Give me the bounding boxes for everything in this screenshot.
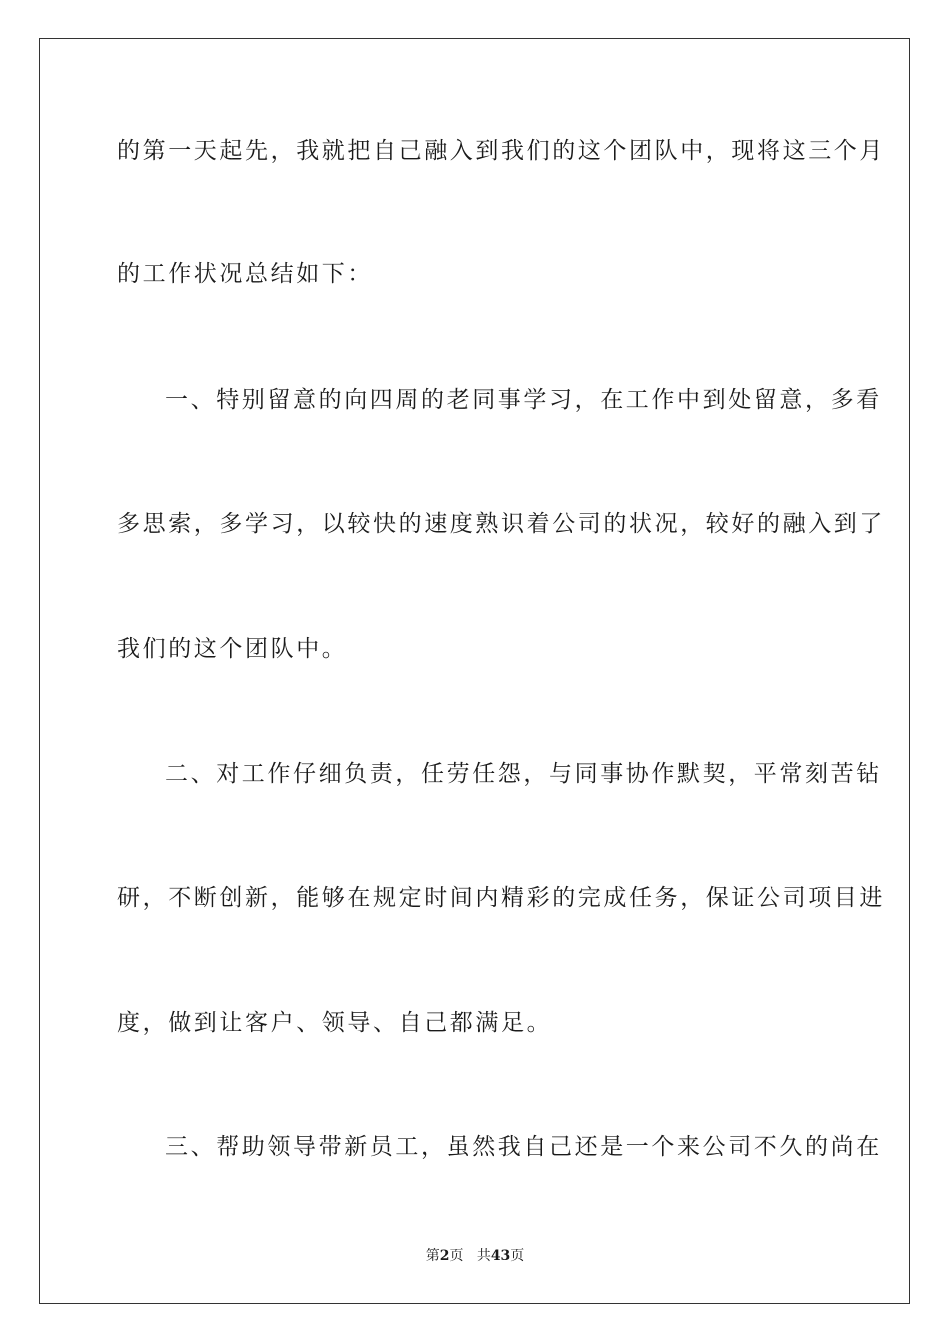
body-line-2: 的工作状况总结如下： (117, 261, 373, 287)
page-number: 2 (439, 1248, 450, 1264)
paragraph-2-line-1: 二、对工作仔细负责，任劳任怨，与同事协作默契，平常刻苦钻 (165, 761, 882, 787)
page-border (39, 38, 910, 1304)
total-prefix: 共 (476, 1248, 491, 1264)
paragraph-1-line-3: 我们的这个团队中。 (117, 636, 348, 662)
page-suffix: 页 (449, 1248, 464, 1264)
total-suffix: 页 (510, 1248, 525, 1264)
paragraph-1-line-1: 一、特别留意的向四周的老同事学习，在工作中到处留意，多看 (165, 387, 882, 413)
body-line-1: 的第一天起先，我就把自己融入到我们的这个团队中，现将这三个月 (117, 138, 885, 164)
paragraph-2-line-3: 度，做到让客户、领导、自己都满足。 (117, 1010, 553, 1036)
paragraph-3-line-1: 三、帮助领导带新员工，虽然我自己还是一个来公司不久的尚在 (165, 1134, 882, 1160)
total-pages: 43 (490, 1248, 511, 1264)
page-footer (0, 1247, 950, 1265)
paragraph-2-line-2: 研，不断创新，能够在规定时间内精彩的完成任务，保证公司项目进 (117, 885, 885, 911)
page-prefix: 第 (425, 1248, 440, 1264)
paragraph-1-line-2: 多思索，多学习，以较快的速度熟识着公司的状况，较好的融入到了 (117, 511, 885, 537)
